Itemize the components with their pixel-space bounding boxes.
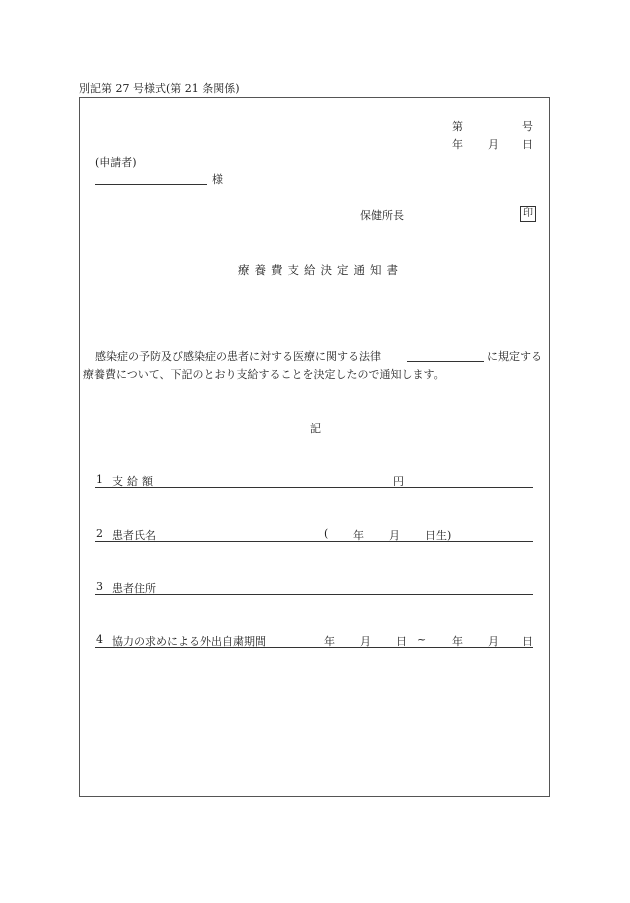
item4-start-year: 年 <box>324 635 335 648</box>
item3-underline <box>95 594 533 595</box>
item1-unit: 円 <box>393 475 404 488</box>
item4-start-day: 日 <box>396 635 407 648</box>
issuer-title: 保健所長 <box>360 209 404 222</box>
ki-heading: 記 <box>310 422 321 435</box>
item2-month: 月 <box>389 529 400 542</box>
law-name-blank <box>407 361 484 362</box>
item4-end-day: 日 <box>522 635 533 648</box>
item1-number: 1 <box>96 473 103 486</box>
date-year: 年 <box>452 138 463 151</box>
item2-label: 患者氏名 <box>112 529 156 542</box>
document-title: 療養費支給決定通知書 <box>238 263 403 277</box>
item3-number: 3 <box>96 580 103 593</box>
number-go: 号 <box>522 120 533 133</box>
number-dai: 第 <box>452 120 463 133</box>
item1-underline <box>95 487 533 488</box>
body-line1-suffix: に規定する <box>487 350 542 363</box>
item4-start-month: 月 <box>360 635 371 648</box>
seal-mark: 印 <box>520 206 536 222</box>
item3-label: 患者住所 <box>112 582 156 595</box>
item1-label: 支給額 <box>112 475 157 488</box>
item4-number: 4 <box>96 633 103 646</box>
item2-born: 日生) <box>425 529 452 542</box>
form-frame <box>79 97 550 797</box>
item2-open-paren: ( <box>324 527 329 540</box>
body-line2: 療養費について、下記のとおり支給することを決定したので通知します。 <box>83 368 445 381</box>
applicant-name-line <box>95 184 207 185</box>
form-header-caption: 別記第 27 号様式(第 21 条関係) <box>79 82 240 95</box>
item2-underline <box>95 541 533 542</box>
body-line1-prefix: 感染症の予防及び感染症の患者に対する医療に関する法律 <box>95 350 381 363</box>
item2-year: 年 <box>353 529 364 542</box>
item2-number: 2 <box>96 527 103 540</box>
date-day: 日 <box>522 138 533 151</box>
date-month: 月 <box>488 138 499 151</box>
item4-end-year: 年 <box>452 635 463 648</box>
item4-underline <box>95 647 533 648</box>
applicant-honorific: 様 <box>212 173 223 186</box>
applicant-label: (申請者) <box>95 156 137 169</box>
item4-end-month: 月 <box>488 635 499 648</box>
item4-label: 協力の求めによる外出自粛期間 <box>112 635 266 648</box>
item4-tilde: ~ <box>417 633 427 646</box>
